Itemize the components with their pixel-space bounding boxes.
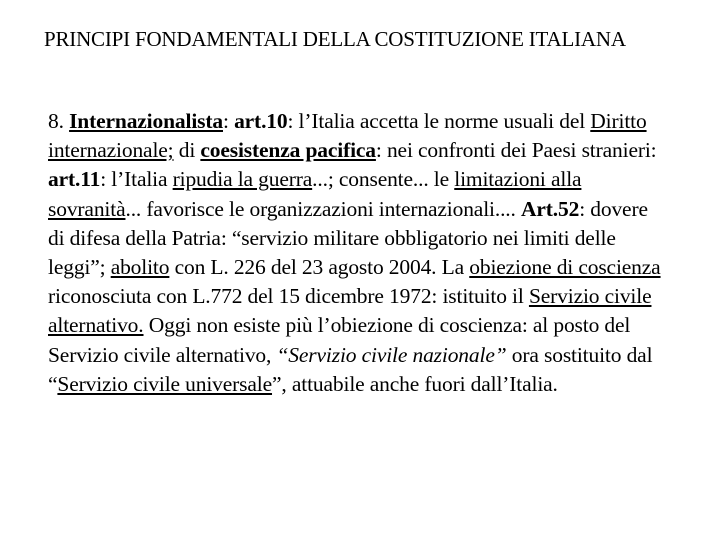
text-segment: ”, attuabile anche fuori dall’Italia.: [272, 371, 558, 396]
text-segment-internazionalista: Internazionalista: [69, 109, 223, 133]
text-segment-servizio-civile-nazionale: “Servizio civile nazionale”: [276, 342, 507, 367]
text-segment: : l’Italia accetta le norme usuali del: [287, 109, 591, 133]
text-segment-servizio-civile-universale: Servizio civile universale: [57, 371, 273, 396]
text-segment-art11: art.11: [48, 167, 101, 192]
text-segment: : l’Italia: [100, 167, 173, 192]
text-segment-ripudia-la-guerra: ripudia la guerra: [172, 167, 313, 192]
text-segment: : dovere di difesa della Patria: “servizio militare obbligatorio nei limiti delle leggi”;: [48, 196, 648, 280]
text-segment: ... favorisce le organizzazioni internazionali....: [125, 196, 521, 221]
text-segment: con L. 226 del 23 agosto 2004. La: [169, 255, 470, 280]
text-segment-diritto-internazionale: Diritto internazionale;: [48, 109, 647, 163]
text-segment-limitazioni-sovranita: limitazioni alla sovranità: [48, 167, 582, 221]
text-segment-art10: art.10: [234, 109, 288, 133]
text-segment: ora sostituito dal “: [48, 342, 653, 396]
text-segment: riconosciuta con L.772 del 15 dicembre 1972: istituito il: [48, 284, 529, 309]
text-segment-art52: Art.52: [520, 196, 580, 221]
text-segment-abolito: abolito: [110, 255, 170, 280]
text-segment: ...; consente... le: [312, 167, 455, 192]
slide-title: PRINCIPI FONDAMENTALI DELLA COSTITUZIONE ITALIANA: [44, 27, 626, 51]
slide-body-text: [48, 107, 663, 399]
text-segment: 8.: [48, 109, 70, 133]
text-segment-servizio-civile-alternativo: Servizio civile alternativo.: [48, 284, 652, 338]
text-segment-coesistenza-pacifica: coesistenza pacifica: [200, 138, 376, 163]
text-segment-obiezione-di-coscienza: obiezione di coscienza: [469, 255, 661, 280]
text-segment: Oggi non esiste più l’obiezione di coscienza: al posto del Servizio civile alternativo,: [48, 313, 631, 367]
text-segment: :: [223, 109, 235, 133]
text-segment: di: [173, 138, 201, 163]
text-segment: : nei confronti dei Paesi stranieri:: [375, 138, 657, 163]
